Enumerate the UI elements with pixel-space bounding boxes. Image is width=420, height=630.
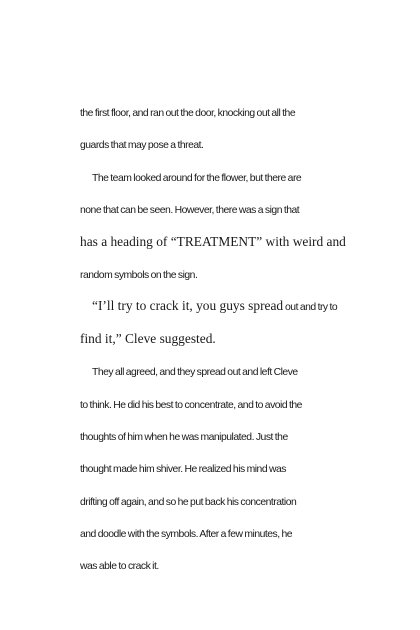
text-line	[80, 452, 352, 484]
text-line	[80, 517, 352, 549]
text-line	[80, 258, 352, 290]
line-segment: the first floor, and ran out the door, knocking out all the	[80, 108, 296, 119]
line-segment: They all agreed, and they spread out and left Cleve	[92, 367, 298, 379]
line-segment: and doodle with the symbols. After a few minutes, he	[80, 529, 293, 541]
paragraph-start-line	[80, 161, 352, 193]
text-line	[80, 388, 352, 420]
line-segment: random symbols on the sign.	[80, 269, 198, 281]
line-segment: thought made him shiver. He realized his mind was	[80, 464, 286, 476]
text-line	[80, 193, 352, 225]
line-segment: none that can be seen. However, there was a sign that	[80, 205, 300, 217]
text-line	[80, 96, 352, 128]
line-segment: find it,” Cleve suggested.	[80, 330, 216, 346]
text-line	[80, 128, 352, 160]
line-segment: guards that may pose a threat.	[80, 140, 204, 152]
line-segment: was able to crack it.	[80, 561, 159, 573]
line-segment: to think. He did his best to concentrate, and to avoid the	[80, 399, 302, 411]
text-line	[80, 226, 352, 258]
paragraph-start-line	[80, 290, 352, 322]
text-line	[80, 485, 352, 517]
line-segment: “I’ll try to crack it, you guys spread	[92, 298, 284, 314]
text-line	[80, 420, 352, 452]
line-segment: drifting off again, and so he put back his concentration	[80, 496, 297, 508]
line-segment: thoughts of him when he was manipulated. Just the	[80, 431, 288, 443]
line-segment: out and try to	[283, 302, 338, 314]
paragraph-start-line	[80, 355, 352, 387]
line-segment: has a heading of “TREATMENT” with weird and	[80, 233, 346, 249]
body-text	[80, 96, 352, 582]
text-line	[80, 549, 352, 581]
text-line	[80, 323, 352, 355]
line-segment: The team looked around for the flower, but there are	[92, 172, 302, 184]
